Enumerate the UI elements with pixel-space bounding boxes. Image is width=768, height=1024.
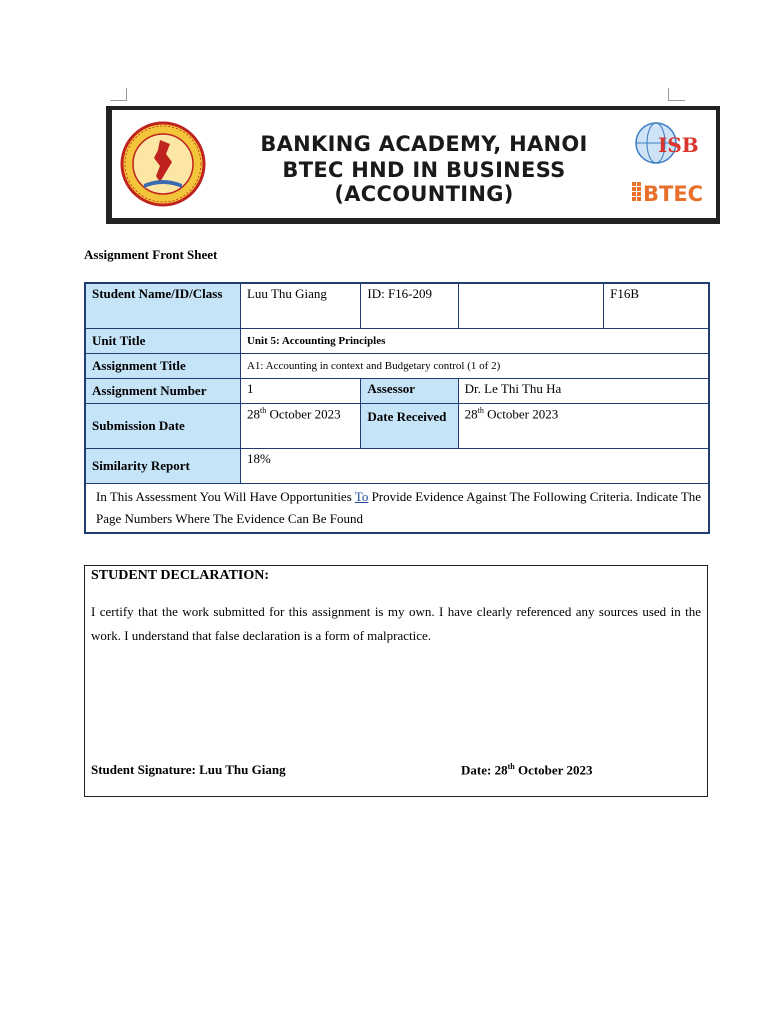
- declaration-text: I certify that the work submitted for this assignment is my own. I have clearly referenced any sources used in the work. I understand that false declaration is a form of malpractice.: [91, 604, 701, 643]
- student-name: Luu Thu Giang: [246, 286, 327, 301]
- banking-academy-seal-icon: [120, 120, 206, 208]
- submission-date-cell: [240, 404, 360, 449]
- btec-logo-icon: [630, 176, 710, 206]
- student-declaration-box: [84, 565, 708, 797]
- date-received-cell: [458, 404, 709, 449]
- submission-date-label-cell: [85, 404, 240, 449]
- submission-day-suffix: th: [259, 406, 267, 415]
- submission-row: [85, 404, 709, 449]
- received-day: 28: [464, 406, 478, 422]
- student-signature: Student Signature: Luu Thu Giang: [91, 762, 286, 777]
- btec-logo-text: BTEC: [643, 182, 704, 206]
- unit-title-cell: [240, 329, 709, 354]
- criteria-link[interactable]: To: [354, 489, 369, 504]
- date-received-label: Date Received: [367, 409, 447, 424]
- student-class-cell: [604, 283, 709, 329]
- assignment-number-row: [85, 379, 709, 404]
- assignment-title: A1: Accounting in context and Budgetary control (1 of 2): [246, 360, 501, 372]
- student-name-cell: [240, 283, 360, 329]
- unit-title-label: Unit Title: [92, 333, 146, 348]
- assignment-title-cell: [240, 354, 709, 379]
- unit-title-label-cell: [85, 329, 240, 354]
- similarity-label: Similarity Report: [92, 458, 190, 473]
- submission-day: 28: [246, 406, 260, 422]
- assignment-number-label-cell: [85, 379, 240, 404]
- declaration-date: [461, 762, 592, 778]
- student-extra-cell: [458, 283, 603, 329]
- similarity-value: 18%: [246, 451, 271, 466]
- criteria-text-2: Provide Evidence Against The Following Criteria. Indicate The Page Numbers Where The Evidence Can Be Found: [96, 489, 705, 526]
- received-day-suffix: th: [477, 406, 484, 415]
- assignment-title-label: Assignment Title: [92, 358, 186, 373]
- assignment-title-label-cell: [85, 354, 240, 379]
- date-received-label-cell: [361, 404, 458, 449]
- submission-month-year: October 2023: [266, 406, 341, 422]
- assignment-front-sheet-title: Assignment Front Sheet: [84, 247, 218, 262]
- assessor-cell: [458, 379, 709, 404]
- criteria-row: [85, 484, 709, 534]
- isb-logo-icon: [634, 120, 704, 166]
- isb-logo-text: ISB: [658, 133, 699, 157]
- assignment-number-label: Assignment Number: [92, 383, 207, 398]
- student-class: F16B: [610, 286, 640, 301]
- assignment-number-cell: [240, 379, 360, 404]
- banner-title-line-2: BTEC HND IN BUSINESS (ACCOUNTING): [282, 158, 566, 206]
- declaration-date-rest: October 2023: [514, 762, 593, 778]
- criteria-cell: [85, 484, 709, 534]
- assessor-name: Dr. Le Thi Thu Ha: [464, 381, 562, 396]
- student-id-cell: [361, 283, 458, 329]
- crop-mark-top-left: [110, 88, 127, 101]
- submission-date-label: Submission Date: [92, 418, 185, 433]
- banner-title-line-1: BANKING ACADEMY, HANOI: [260, 132, 588, 156]
- declaration-date-suffix: th: [507, 762, 515, 771]
- assignment-title-row: [85, 354, 709, 379]
- similarity-label-cell: [85, 449, 240, 484]
- received-month-year: October 2023: [483, 406, 559, 422]
- assessor-label: Assessor: [367, 381, 416, 396]
- similarity-cell: [240, 449, 709, 484]
- criteria-text-1: In This Assessment You Will Have Opportunities: [96, 489, 355, 504]
- student-id: ID: F16-209: [367, 286, 432, 301]
- header-banner: [106, 106, 720, 224]
- unit-title-row: [85, 329, 709, 354]
- assessor-label-cell: [361, 379, 458, 404]
- declaration-heading: STUDENT DECLARATION:: [91, 568, 270, 583]
- similarity-row: [85, 449, 709, 484]
- student-row: [85, 283, 709, 329]
- unit-title: Unit 5: Accounting Principles: [246, 335, 386, 347]
- declaration-date-prefix: Date: 28: [461, 762, 508, 778]
- assignment-number: 1: [246, 381, 254, 396]
- student-label-cell: [85, 283, 240, 329]
- student-label: Student Name/ID/Class: [92, 286, 223, 301]
- front-sheet-table: [84, 282, 710, 534]
- crop-mark-top-right: [668, 88, 685, 101]
